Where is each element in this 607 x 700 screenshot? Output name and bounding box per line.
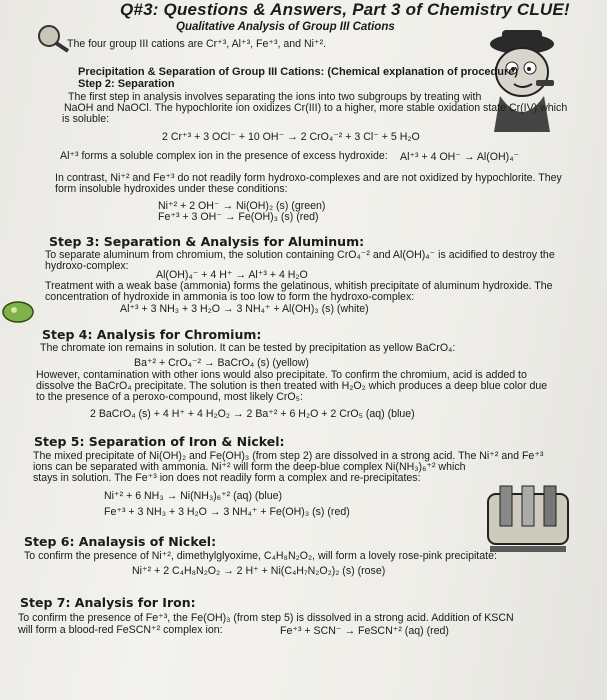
step3-line: hydroxo-complex: xyxy=(45,260,129,272)
lab-glassware-icon xyxy=(480,480,576,560)
aluminum-complex-text: Al⁺³ forms a soluble complex ion in the presence of excess hydroxide: xyxy=(60,150,388,162)
step4-equation: 2 BaCrO₄ (s) + 4 H⁺ + 4 H₂O₂ → 2 Ba⁺² + 6 H₂O + 2 CrO₅ (aq) (blue) xyxy=(90,408,415,420)
step2-subheading: Step 2: Separation xyxy=(78,78,175,90)
step2-line: The first step in analysis involves separating the ions into two subgroups by treating with xyxy=(68,91,482,103)
step2-heading: Precipitation & Separation of Group III Cations: (Chemical explanation of procedure) xyxy=(78,66,519,78)
nickel-hydroxide-equation: Ni⁺² + 2 OH⁻ → Ni(OH)₂ (s) (green) xyxy=(158,200,326,212)
step7-heading: Step 7: Analysis for Iron: xyxy=(20,595,196,610)
step2-contrast-line: form insoluble hydroxides under these conditions: xyxy=(55,183,288,195)
step2-equation: 2 Cr⁺³ + 3 OCl⁻ + 10 OH⁻ → 2 CrO₄⁻² + 3 Cl⁻ + 5 H₂O xyxy=(162,131,420,143)
step4-equation: Ba⁺² + CrO₄⁻² → BaCrO₄ (s) (yellow) xyxy=(134,357,309,369)
step5-heading: Step 5: Separation of Iron & Nickel: xyxy=(34,434,285,449)
step6-heading: Step 6: Analaysis of Nickel: xyxy=(24,534,217,549)
step2-line: is soluble: xyxy=(62,113,110,125)
step3-line: Treatment with a weak base (ammonia) forms the gelatinous, whitish precipitate of aluminum hydroxide. The xyxy=(45,280,553,292)
step3-line: concentration of hydroxide in ammonia is too low to form the hydroxo-complex: xyxy=(45,291,415,303)
step5-line: stays in solution. The Fe⁺³ ion does not readily form a complex and re-precipitates: xyxy=(33,472,421,484)
step2-contrast-line: In contrast, Ni⁺² and Fe⁺³ do not readily form hydroxo-complexes and are not oxidized by hypochlorite. They xyxy=(55,172,562,184)
iron-hydroxide-equation: Fe⁺³ + 3 OH⁻ → Fe(OH)₃ (s) (red) xyxy=(158,211,319,223)
step4-line: to the presence of a peroxo-compound, most likely CrO₅: xyxy=(36,391,303,403)
lightbulb-icon xyxy=(0,300,36,324)
page-title: Q#3: Questions & Answers, Part 3 of Chemistry CLUE! xyxy=(120,0,570,19)
step2-line: NaOH and NaOCl. The hypochlorite ion oxidizes Cr(III) to a higher, more stable oxidation state Cr(IV) which xyxy=(64,102,568,114)
intro-text: The four group III cations are Cr⁺³, Al⁺³, Fe⁺³, and Ni⁺². xyxy=(67,38,327,50)
detective-cartoon-icon xyxy=(478,28,562,136)
step4-heading: Step 4: Analysis for Chromium: xyxy=(42,327,262,342)
step5-line: ions can be separated with ammonia. Ni⁺² will form the deep-blue complex Ni(NH₃)₆⁺² which xyxy=(33,461,466,473)
step4-line: dissolve the BaCrO₄ precipitate. The solution is then treated with H₂O₂ which produces a deep blue color due xyxy=(36,380,548,392)
step6-line: To confirm the presence of Ni⁺², dimethylglyoxime, C₄H₈N₂O₂, will form a lovely rose-pink precipitate: xyxy=(24,550,497,562)
step7-equation: Fe⁺³ + SCN⁻ → FeSCN⁺² (aq) (red) xyxy=(280,625,449,637)
step3-equation: Al(OH)₄⁻ + 4 H⁺ → Al⁺³ + 4 H₂O xyxy=(156,269,308,281)
step5-equation: Fe⁺³ + 3 NH₃ + 3 H₂O → 3 NH₄⁺ + Fe(OH)₃ (s) (red) xyxy=(104,506,350,518)
aluminum-complex-equation: Al⁺³ + 4 OH⁻ → Al(OH)₄⁻ xyxy=(400,151,520,163)
step5-equation: Ni⁺² + 6 NH₃ → Ni(NH₃)₆⁺² (aq) (blue) xyxy=(104,490,283,502)
page-subtitle: Qualitative Analysis of Group III Cations xyxy=(176,21,395,33)
step3-equation: Al⁺³ + 3 NH₃ + 3 H₂O → 3 NH₄⁺ + Al(OH)₃ (s) (white) xyxy=(120,303,369,315)
step4-line: The chromate ion remains in solution. It can be tested by precipitation as yellow BaCrO₄: xyxy=(40,342,456,354)
step3-line: To separate aluminum from chromium, the solution containing CrO₄⁻² and Al(OH)₄⁻ is acidified to destroy the xyxy=(45,249,555,261)
step5-line: The mixed precipitate of Ni(OH)₂ and Fe(OH)₃ (from step 2) are dissolved in a strong acid. The Ni⁺² and Fe⁺³ xyxy=(33,450,544,462)
step4-line: However, contamination with other ions would also precipitate. To confirm the chromium, acid is added to xyxy=(36,369,527,381)
step6-equation: Ni⁺² + 2 C₄H₈N₂O₂ → 2 H⁺ + Ni(C₄H₇N₂O₂)₂ (s) (rose) xyxy=(132,565,386,577)
step7-line: To confirm the presence of Fe⁺³, the Fe(OH)₃ (from step 5) is dissolved in a strong acid. Addition of KSCN xyxy=(18,612,514,624)
step3-heading: Step 3: Separation & Analysis for Aluminum: xyxy=(49,234,365,249)
step7-line: will form a blood-red FeSCN⁺² complex ion: xyxy=(18,624,223,636)
